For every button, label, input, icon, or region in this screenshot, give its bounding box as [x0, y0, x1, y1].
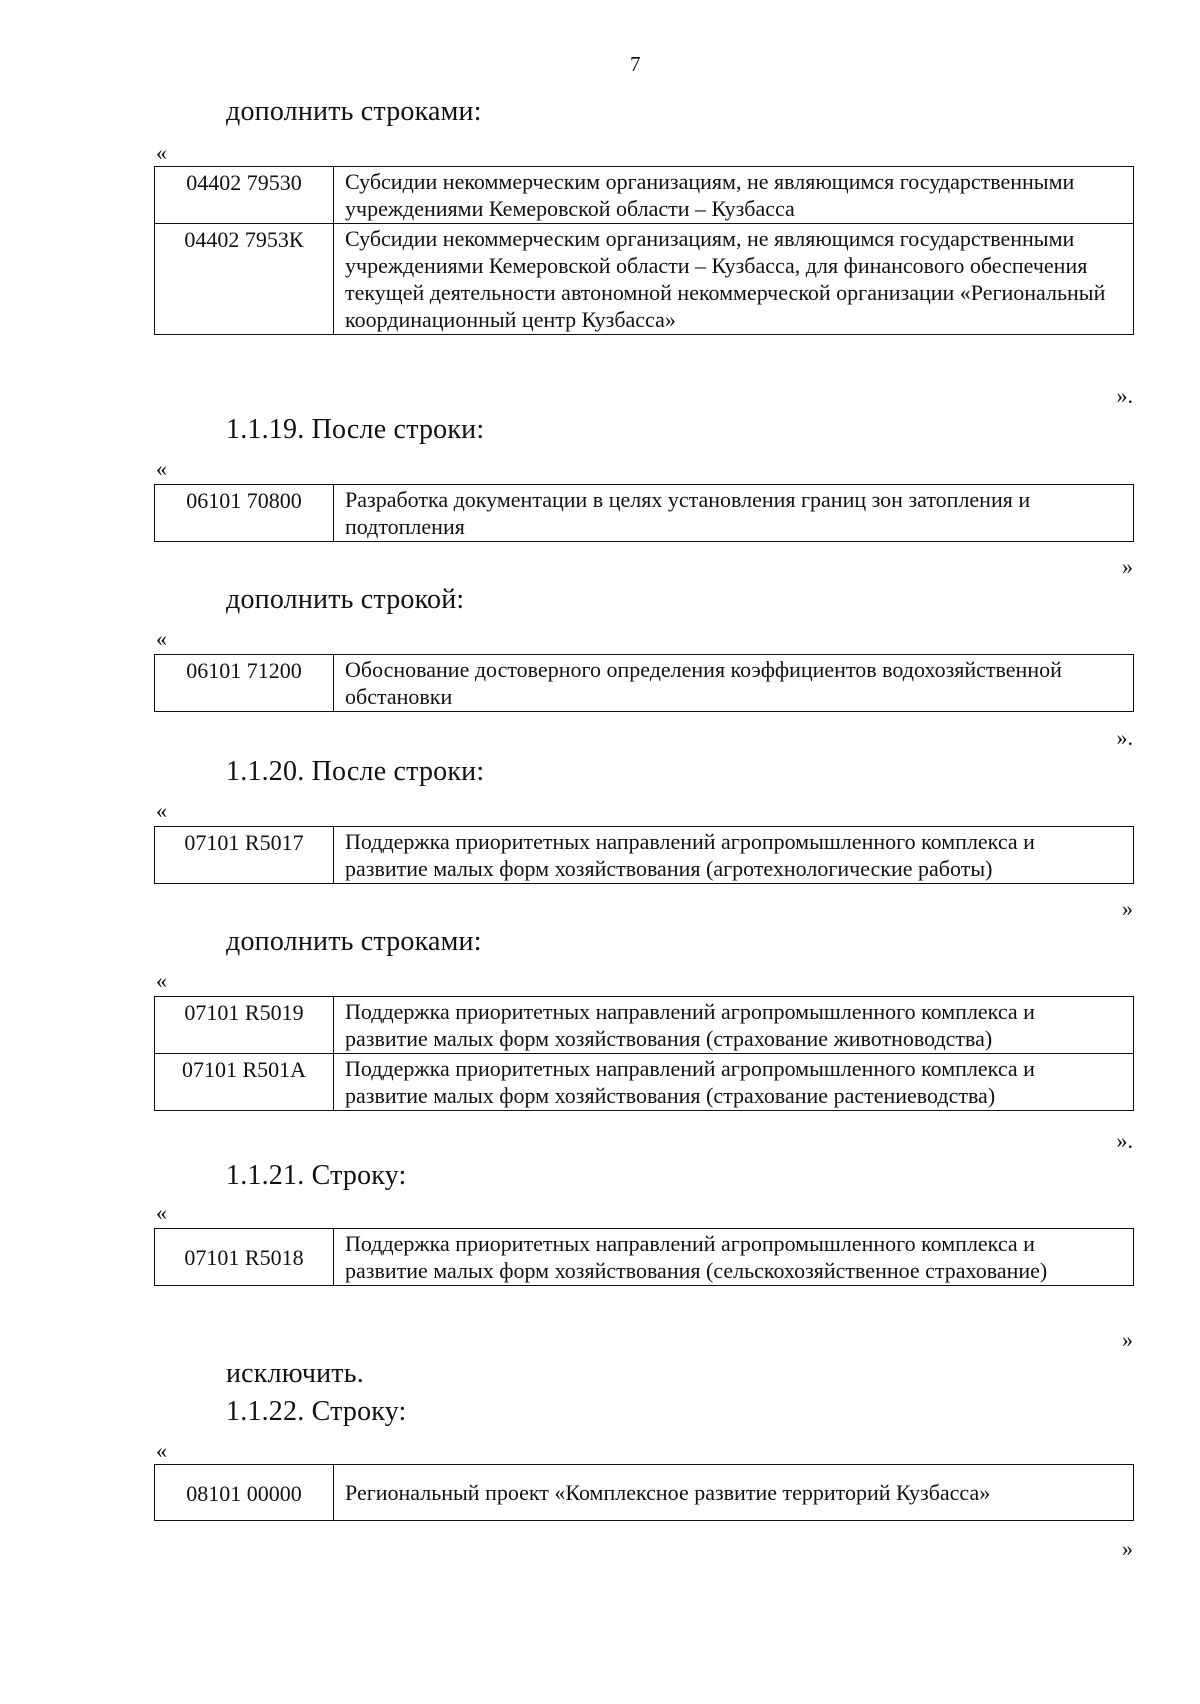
code-cell: 07101 R501А: [155, 1054, 334, 1111]
section-heading: исключить.: [226, 1358, 364, 1389]
code-table: [154, 826, 1134, 884]
description-cell: Субсидии некоммерческим организациям, не являющимся государственными учреждениями Кемеровской области – Кузбасса: [334, 167, 1134, 224]
code-table: [154, 996, 1134, 1111]
quote-close: ».: [1116, 383, 1133, 408]
table-row: [155, 1465, 1134, 1521]
code-cell: 06101 70800: [155, 485, 334, 542]
section-heading: 1.1.19. После строки:: [226, 414, 485, 445]
quote-close: »: [1122, 1327, 1133, 1352]
table-row: [155, 655, 1134, 712]
section-heading: 1.1.22. Строку:: [226, 1396, 407, 1427]
table-row: [155, 1054, 1134, 1111]
quote-open: «: [156, 140, 167, 165]
description-cell: Поддержка приоритетных направлений агропромышленного комплекса и развитие малых форм хозяйствования (страхование растениеводства): [334, 1054, 1134, 1111]
description-cell: Поддержка приоритетных направлений агропромышленного комплекса и развитие малых форм хозяйствования (страхование животноводства): [334, 997, 1134, 1054]
quote-open: «: [156, 456, 167, 481]
table-row: [155, 485, 1134, 542]
quote-close: ».: [1116, 725, 1133, 750]
quote-open: «: [156, 968, 167, 993]
section-heading: дополнить строкой:: [226, 584, 465, 615]
section-heading: 1.1.21. Строку:: [226, 1160, 407, 1191]
quote-open: «: [156, 626, 167, 651]
code-table: [154, 1464, 1134, 1521]
quote-close: »: [1122, 896, 1133, 921]
code-cell: 08101 00000: [155, 1465, 334, 1521]
code-cell: 06101 71200: [155, 655, 334, 712]
code-table: [154, 654, 1134, 712]
description-cell: Обоснование достоверного определения коэффициентов водохозяйственной обстановки: [334, 655, 1134, 712]
section-heading: дополнить строками:: [226, 96, 482, 127]
table-row: [155, 167, 1134, 224]
code-cell: 07101 R5019: [155, 997, 334, 1054]
quote-open: «: [156, 798, 167, 823]
quote-close: »: [1122, 554, 1133, 579]
table-row: [155, 224, 1134, 335]
code-cell: 07101 R5017: [155, 827, 334, 884]
code-cell: 07101 R5018: [155, 1229, 334, 1286]
code-cell: 04402 7953К: [155, 224, 334, 335]
table-row: [155, 997, 1134, 1054]
section-heading: 1.1.20. После строки:: [226, 756, 485, 787]
description-cell: Поддержка приоритетных направлений агропромышленного комплекса и развитие малых форм хозяйствования (агротехнологические работы): [334, 827, 1134, 884]
page-number: 7: [630, 52, 641, 76]
quote-open: «: [156, 1438, 167, 1463]
code-cell: 04402 79530: [155, 167, 334, 224]
quote-open: «: [156, 1200, 167, 1225]
description-cell: Региональный проект «Комплексное развитие территорий Кузбасса»: [334, 1465, 1134, 1521]
description-cell: Субсидии некоммерческим организациям, не являющимся государственными учреждениями Кемеровской области – Кузбасса, для финансового обеспечения текущей деятельности автономной некоммерческой организации «Региональный координационный центр Кузбасса»: [334, 224, 1134, 335]
description-cell: Поддержка приоритетных направлений агропромышленного комплекса и развитие малых форм хозяйствования (сельскохозяйственное страхование): [334, 1229, 1134, 1286]
code-table: [154, 484, 1134, 542]
code-table: [154, 166, 1134, 335]
table-row: [155, 1229, 1134, 1286]
table-row: [155, 827, 1134, 884]
section-heading: дополнить строками:: [226, 926, 482, 957]
quote-close: ».: [1116, 1128, 1133, 1153]
description-cell: Разработка документации в целях установления границ зон затопления и подтопления: [334, 485, 1134, 542]
code-table: [154, 1228, 1134, 1286]
quote-close: »: [1122, 1536, 1133, 1561]
